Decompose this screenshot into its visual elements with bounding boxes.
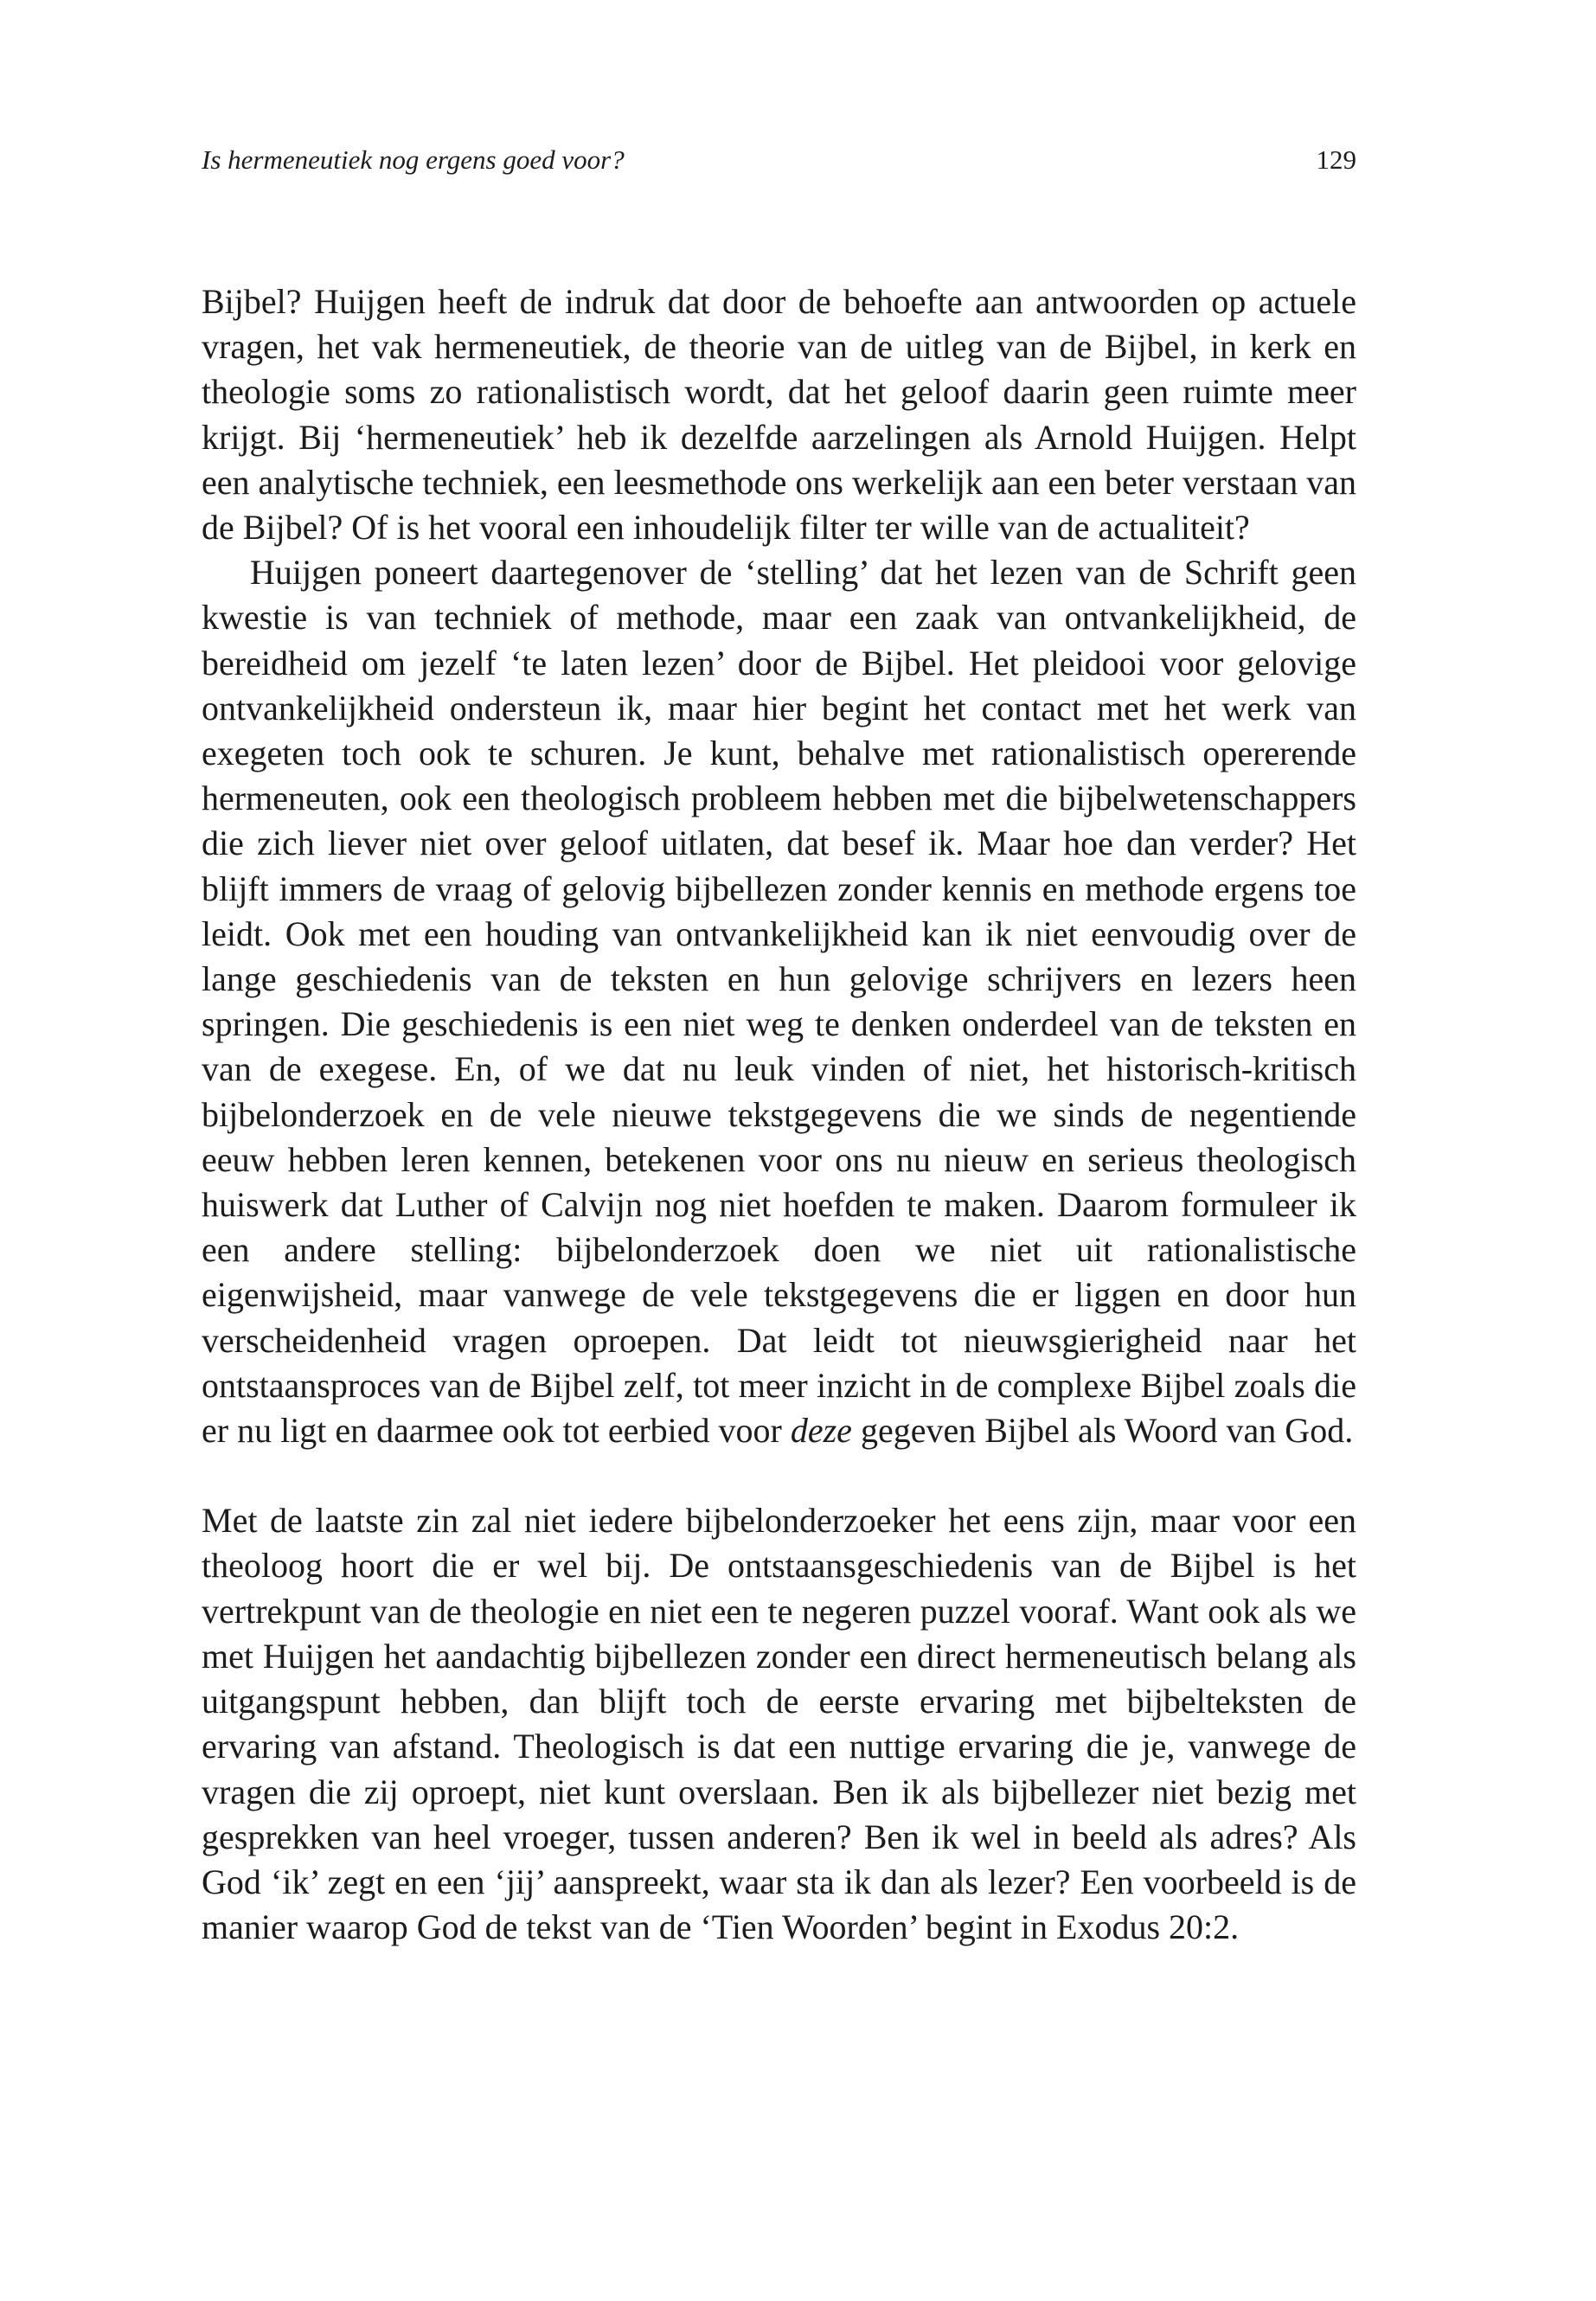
- running-head: [202, 138, 1356, 182]
- emphasis-deze: deze: [790, 1411, 852, 1451]
- paragraph-2-text-after-emphasis: gegeven Bijbel als Woord van God.: [851, 1411, 1354, 1451]
- running-title: Is hermeneutiek nog ergens goed voor?: [202, 144, 625, 175]
- paragraph-1: Bijbel? Huijgen heeft de indruk dat door de behoefte aan antwoorden op actuele vragen, het vak hermeneutiek, de theorie van de uitleg van de Bijbel, in kerk en theologie soms zo rationalistisch wordt, dat het geloof daarin geen ruimte meer krijgt. Bij ‘hermeneutiek’ heb ik dezelfde aarzelingen als Arnold Huijgen. Helpt een analytische techniek, een leesmethode ons werkelijk aan een beter verstaan van de Bijbel? Of is het vooral een inhoudelijk filter ter wille van de actualiteit?: [202, 282, 1356, 548]
- page-number: 129: [1316, 144, 1356, 175]
- paragraph-3: Met de laatste zin zal niet iedere bijbelonderzoeker het eens zijn, maar voor een theoloog hoort die er wel bij. De ontstaansgeschiedenis van de Bijbel is het vertrekpunt van de theologie en niet een te negeren puzzel vooraf. Want ook als we met Huijgen het aandachtig bijbellezen zonder een direct hermeneutisch belang als uitgangspunt hebben, dan blijft toch de eerste ervaring met bijbelteksten de ervaring van afstand. Theologisch is dat een nuttige ervaring die je, vanwege de vragen die zij oproept, niet kunt overslaan. Ben ik als bijbellezer niet bezig met gesprekken van heel vroeger, tussen anderen? Ben ik wel in beeld als adres? Als God ‘ik’ zegt en een ‘jij’ aanspreekt, waar sta ik dan als lezer? Een voorbeeld is de manier waarop God de tekst van de ‘Tien Woorden’ begint in Exodus 20:2.: [202, 1501, 1356, 1947]
- paragraph-2-text-before-emphasis: Huijgen poneert daartegenover de ‘stelling’ dat het lezen van de Schrift geen kwestie is van techniek of methode, maar een zaak van ontvankelijkheid, de bereidheid om jezelf ‘te laten lezen’ door de Bijbel. Het pleidooi voor gelovige ontvankelijkheid ondersteun ik, maar hier begint het contact met het werk van exegeten toch ook te schuren. Je kunt, behalve met rationalistisch opererende hermeneuten, ook een theologisch probleem hebben met die bijbelwetenschappers die zich liever niet over geloof uitlaten, dat besef ik. Maar hoe dan verder? Het blijft immers de vraag of gelovig bijbellezen zonder kennis en methode ergens toe leidt. Ook met een houding van ontvankelijkheid kan ik niet eenvoudig over de lange geschiedenis van de teksten en hun gelovige schrijvers en lezers heen springen. Die geschiedenis is een niet weg te denken onderdeel van de teksten en van de exegese. En, of we dat nu leuk vinden of niet, het historisch-kritisch bijbelonderzoek en de vele nieuwe tekstgegevens die we sinds de negentiende eeuw hebben leren kennen, betekenen voor ons nu nieuw en serieus theologisch huiswerk dat Luther of Calvijn nog niet hoefden te maken. Daarom formuleer ik een andere stelling: bijbelonderzoek doen we niet uit rationalistische eigenwijsheid, maar vanwege de vele tekstgegevens die er liggen en door hun verscheidenheid vragen oproepen. Dat leidt tot nieuwsgierigheid naar het ontstaansproces van de Bijbel zelf, tot meer inzicht in de complexe Bijbel zoals die er nu ligt en daarmee ook tot eerbied voor: [202, 553, 1356, 1451]
- paragraph-2: [202, 550, 1356, 1453]
- body-text: [202, 279, 1356, 1950]
